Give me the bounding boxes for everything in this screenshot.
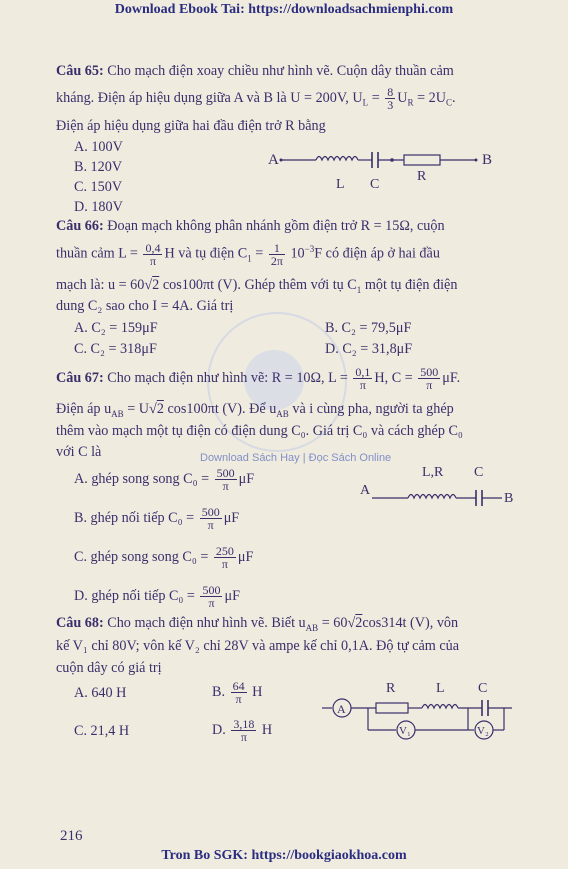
q67-opt-b-d: π <box>207 518 214 532</box>
q67-opt-a[interactable] <box>74 467 254 492</box>
q68-opt-b-post: H <box>252 683 263 700</box>
q67-line4: với C là <box>56 444 102 460</box>
q67-l1b: H, C = <box>374 369 417 386</box>
q66-l2c: = <box>251 245 267 262</box>
q68-l1b: = 60 <box>318 615 348 631</box>
q68-l1c: cos314t (V), vôn <box>362 615 459 631</box>
q67-line2: Điện áp $u_{AB} = U√2$ cos100πt (V). Để $u_{AB}$ và i cùng pha, người ta ghép <box>56 401 454 419</box>
q67-l2csub: AB <box>276 408 289 419</box>
q65-l2c: U <box>397 89 408 106</box>
q67-frac1 <box>353 366 372 391</box>
q68-opt-b-d: π <box>235 692 242 706</box>
q68-opt-b-frac <box>231 680 247 705</box>
q65-frac-n: 8 <box>387 85 394 99</box>
q66-line1 <box>56 218 445 235</box>
q65-line3: Điện áp hiệu dụng giữa hai đầu điện trở R bằng <box>56 118 326 134</box>
watermark-text: Download Sách Hay | Đọc Sách Online <box>200 452 392 464</box>
q66-frac1-d: π <box>149 253 157 268</box>
q67-opt-d-n: 500 <box>202 583 221 597</box>
q66-l2b: H và tụ điện C <box>164 245 248 262</box>
q68-opt-d-post: H <box>261 721 273 738</box>
q68-opt-d[interactable] <box>212 718 272 743</box>
q68-ammeter-label: A <box>337 702 346 716</box>
q65-label-r: R <box>417 169 427 184</box>
q66-l2e: F có điện áp ở hai đầu <box>314 245 440 262</box>
q66-frac1-n: 0,4 <box>145 240 161 255</box>
q65-circuit-diagram <box>268 146 498 194</box>
q66-l3c: một tụ điện điện <box>361 277 458 293</box>
q68-opt-b-n: 64 <box>232 679 245 693</box>
q65-label-c: C <box>370 177 380 192</box>
q66-frac2-n: 1 <box>269 242 285 255</box>
q68-label-r: R <box>386 681 396 696</box>
q67-opt-c-frac <box>214 545 236 570</box>
q67-frac2 <box>418 366 440 391</box>
q65-l2csub: R <box>407 97 414 108</box>
q67-frac2-n: 500 <box>420 365 439 379</box>
q68-opt-b-pre: B. <box>212 683 226 700</box>
q67-l2d: và i cùng pha, người ta ghép <box>288 401 454 417</box>
q67-opt-b-pre: B. ghép nối tiếp C₀ = <box>74 509 198 526</box>
q66-l2a: thuần cảm L = <box>56 245 142 262</box>
q67-circuit-diagram <box>352 462 532 508</box>
q68-opt-d-n: 3,18 <box>233 717 255 731</box>
q65-opt-a[interactable]: A. 100V <box>74 139 123 155</box>
q65-text1: Cho mạch điện xoay chiều như hình vẽ. Cuộn dây thuần cảm <box>107 63 454 79</box>
q67-label-lr: L,R <box>422 465 444 480</box>
q65-label: Câu 65: <box>56 63 104 79</box>
q67-l2asub: AB <box>111 408 124 419</box>
q65-node-b: B <box>482 152 493 168</box>
q67-opt-d-frac <box>200 584 222 609</box>
q66-text1: Đoạn mạch không phân nhánh gồm điện trở R = 15Ω, cuộn <box>107 218 445 234</box>
q67-opt-d-pre: D. ghép nối tiếp C₀ = <box>74 587 199 604</box>
q67-l1c: μF. <box>442 369 461 386</box>
q68-opt-d-d: π <box>240 730 247 744</box>
q67-l1a: Cho mạch điện như hình vẽ: R = 10Ω, L = <box>107 369 352 386</box>
q67-opt-b-post: μF <box>223 509 240 526</box>
q66-label: Câu 66: <box>56 218 104 234</box>
q66-frac2 <box>269 242 285 267</box>
q65-opt-c[interactable]: C. 150V <box>74 179 123 195</box>
q65-l2a: kháng. Điện áp hiệu dụng giữa A và B là U = 200V, U <box>56 89 363 106</box>
q67-frac1-d: π <box>359 378 366 392</box>
q65-opt-d[interactable]: D. 180V <box>74 199 123 215</box>
q67-opt-c-post: μF <box>237 548 254 565</box>
q67-line3: thêm vào mạch một tụ điện có điện dung C₀. Giá trị C₀ và cách ghép C₀ <box>56 423 463 439</box>
q66-opt-a[interactable]: A. C₂ = 159μF <box>74 320 158 336</box>
q66-line3: mạch là: u = 60√2 cos100πt (V). Ghép thêm với tụ $C_1$ một tụ điện điện <box>56 277 458 295</box>
q67-label: Câu 67: <box>56 369 104 386</box>
q67-l2b: = U <box>123 401 150 417</box>
q68-opt-d-pre: D. <box>212 721 226 738</box>
q67-label-c: C <box>474 465 484 480</box>
q66-frac1 <box>143 242 162 267</box>
q67-frac1-n: 0,1 <box>355 365 371 379</box>
q67-node-b: B <box>504 491 514 506</box>
q68-v1-label: V₁ <box>399 725 411 737</box>
q66-line4: dung C₂ sao cho I = 4A. Giá trị <box>56 298 234 314</box>
q68-circuit-diagram <box>318 678 518 742</box>
q66-l3a: mạch là: u = 60 <box>56 277 145 293</box>
resistor-symbol <box>404 155 440 165</box>
q66-line2 <box>56 241 440 268</box>
q66-l3b: cos100πt (V). Ghép thêm với tụ C <box>162 277 357 293</box>
q68-line1: Câu 68: Cho mạch điện như hình vẽ. Biết $u_{AB} = 60√2\cos 314t$ (V), vôn <box>56 615 459 633</box>
q67-l2a: Điện áp u <box>56 401 112 417</box>
q67-frac2-d: π <box>426 378 433 392</box>
q66-opt-d[interactable]: D. C₂ = 31,8μF <box>325 341 413 357</box>
q68-l1a: Cho mạch điện như hình vẽ. Biết u <box>107 615 306 631</box>
q67-opt-a-pre: A. ghép song song C₀ = <box>74 470 213 487</box>
q65-l2sub: L <box>362 97 369 108</box>
q66-l2bsub: 1 <box>247 253 252 264</box>
q65-line1 <box>56 63 454 80</box>
q65-l2dsub: C <box>445 97 452 108</box>
q66-l2dsup: −3 <box>304 244 315 254</box>
q65-line2: kháng. Điện áp hiệu dụng giữa A và B là U = 200V, $U_L$ = $\frac{8}{3}$ $U_R = 2U_C$. <box>56 85 456 112</box>
q67-opt-a-post: μF <box>238 470 255 487</box>
q65-node-a: A <box>268 152 279 168</box>
q66-opt-c[interactable]: C. C₂ = 318μF <box>74 341 157 357</box>
q68-l1rad: 2 <box>355 615 363 631</box>
q67-opt-d-d: π <box>208 596 215 610</box>
q66-frac2-d: 2π <box>270 253 283 268</box>
inductor-symbol <box>316 157 358 161</box>
q66-opt-b[interactable]: B. C₂ = 79,5μF <box>325 320 412 336</box>
q68-opt-b[interactable] <box>212 680 262 705</box>
q67-opt-b-n: 500 <box>201 505 220 519</box>
q68-line3: cuộn dây có giá trị <box>56 660 162 676</box>
q66-l2d: 10 <box>286 245 305 262</box>
q65-frac <box>385 86 395 111</box>
q67-opt-b-frac <box>200 506 222 531</box>
q65-frac-d: 3 <box>387 98 394 112</box>
q67-opt-b[interactable] <box>74 506 239 531</box>
q68-v2-label: V₂ <box>477 725 489 737</box>
q66-l3rad: 2 <box>152 277 160 293</box>
q65-l2d: = 2U <box>413 89 446 106</box>
q68-label-c: C <box>478 681 488 696</box>
page-number: 216 <box>60 828 83 844</box>
footer-link[interactable]: Tron Bo SGK: https://bookgiaokhoa.com <box>161 848 407 863</box>
q68-label: Câu 68: <box>56 615 104 631</box>
q68-l1asub: AB <box>305 622 319 633</box>
q67-opt-d[interactable] <box>74 584 240 609</box>
q67-opt-c-n: 250 <box>215 544 234 558</box>
q67-opt-d-post: μF <box>224 587 240 604</box>
q67-opt-a-n: 500 <box>216 466 235 480</box>
q67-node-a: A <box>360 483 371 498</box>
q68-line2: kế V₁ chỉ 80V; vôn kế V₂ chỉ 28V và ampe kế chỉ 0,1A. Độ tự cảm của <box>56 638 460 654</box>
q68-opt-d-frac <box>231 718 256 743</box>
q68-resistor-symbol <box>376 703 408 713</box>
q68-inductor-symbol <box>422 705 458 709</box>
q66-l3bsub: 1 <box>356 284 362 295</box>
header-link[interactable]: Download Ebook Tai: https://downloadsachmienphi.com <box>114 2 454 17</box>
q68-opt-a[interactable]: A. 640 H <box>74 685 127 701</box>
q65-label-l: L <box>336 177 345 192</box>
q67-opt-c[interactable] <box>74 545 253 570</box>
q67-l2c: cos100πt (V). Để u <box>167 401 277 417</box>
q67-inductor-symbol <box>408 495 456 499</box>
q68-opt-c[interactable]: C. 21,4 H <box>74 723 130 739</box>
q65-opt-b[interactable]: B. 120V <box>74 159 123 175</box>
q67-line1 <box>56 366 460 391</box>
q67-opt-c-d: π <box>221 557 228 571</box>
q67-opt-a-d: π <box>222 479 229 493</box>
q65-l2b: = <box>368 89 384 106</box>
q67-opt-a-frac <box>215 467 237 492</box>
q67-opt-c-pre: C. ghép song song C₀ = <box>74 548 212 565</box>
q68-label-l: L <box>436 681 445 696</box>
q67-l2rad: 2 <box>156 401 164 417</box>
